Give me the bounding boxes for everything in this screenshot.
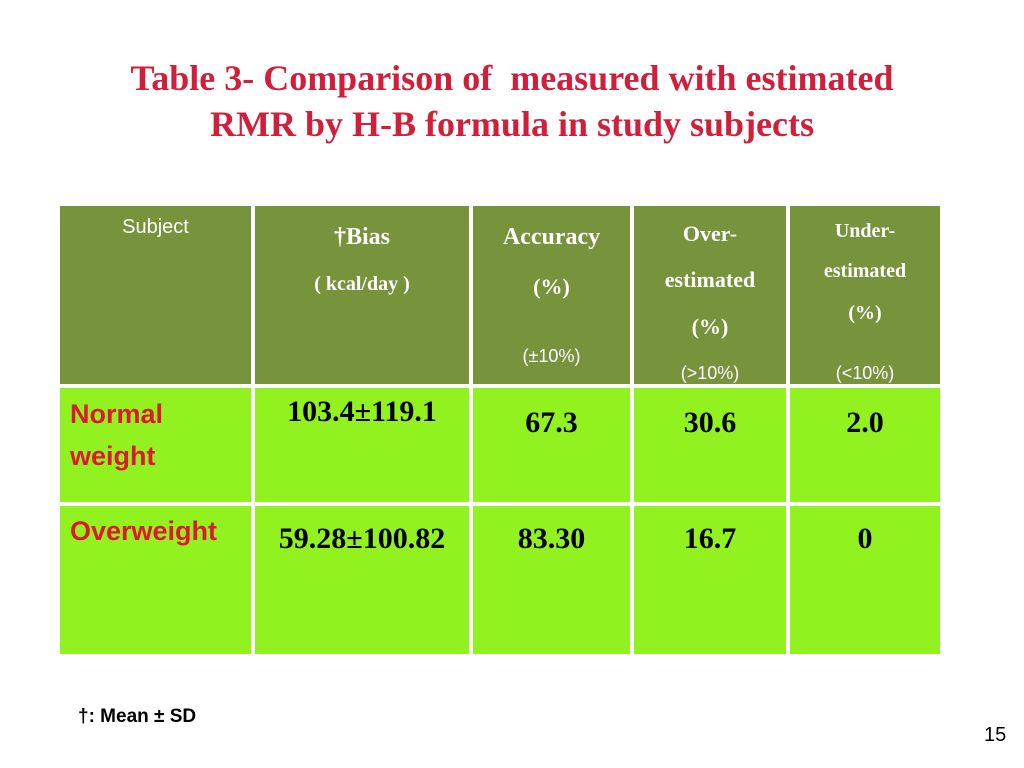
row-overweight-label: Overweight: [70, 516, 218, 546]
header-subject: [60, 206, 251, 384]
title-line-2: RMR by H-B formula in study subjects: [209, 104, 815, 144]
header-under-unit: (%): [848, 302, 882, 324]
row-overweight-over-value: 16.7: [683, 522, 737, 555]
header-under-estimated: [790, 206, 940, 384]
header-over-range: (>10%): [680, 363, 740, 383]
header-over-label-1: Over-: [682, 221, 738, 246]
header-bias-unit: ( kcal/day ): [314, 273, 410, 295]
row-normal-label-line-1: Normal: [70, 399, 164, 429]
row-overweight-accuracy-value: 83.30: [517, 522, 586, 555]
row-normal-over: [634, 388, 786, 502]
row-overweight-bias-value: 59.28±100.82: [278, 522, 446, 555]
header-under-range: (<10%): [835, 363, 895, 383]
header-accuracy: [473, 206, 630, 384]
row-normal-over-value: 30.6: [683, 406, 737, 439]
row-normal-accuracy-value: 67.3: [525, 406, 578, 439]
header-bias-label: †Bias: [333, 224, 390, 250]
comparison-table: [60, 206, 940, 654]
header-over-label-2: estimated: [664, 267, 756, 292]
header-over-unit: (%): [691, 314, 729, 339]
row-normal-accuracy: [473, 388, 630, 502]
row-overweight-accuracy: [473, 506, 630, 654]
row-normal-bias: [255, 388, 469, 502]
title-line-1: Table 3- Comparison of measured with estimated: [130, 58, 894, 98]
row-normal-under-value: 2.0: [846, 406, 884, 439]
header-over-estimated: [634, 206, 786, 384]
row-normal-under: [790, 388, 940, 502]
header-accuracy-unit: (%): [533, 274, 570, 299]
row-overweight-over: [634, 506, 786, 654]
page-number: 15: [984, 724, 1007, 746]
header-under-label-1: Under-: [834, 220, 896, 242]
header-under-label-2: estimated: [823, 260, 907, 282]
row-overweight-under-value: 0: [857, 522, 873, 555]
header-accuracy-label: Accuracy: [502, 224, 601, 250]
row-normal-label-cell: [60, 388, 251, 502]
row-overweight-label-cell: [60, 506, 251, 654]
row-overweight-bias: [255, 506, 469, 654]
header-bias: [255, 206, 469, 384]
header-accuracy-range: (±10%): [522, 346, 581, 366]
footnote: †: Mean ± SD: [78, 706, 197, 727]
slide-title: [0, 55, 1024, 147]
row-normal-bias-value: 103.4±119.1: [287, 395, 437, 428]
row-overweight-under: [790, 506, 940, 654]
header-subject-label: Subject: [122, 216, 189, 238]
row-normal-label-line-2: weight: [70, 441, 156, 471]
